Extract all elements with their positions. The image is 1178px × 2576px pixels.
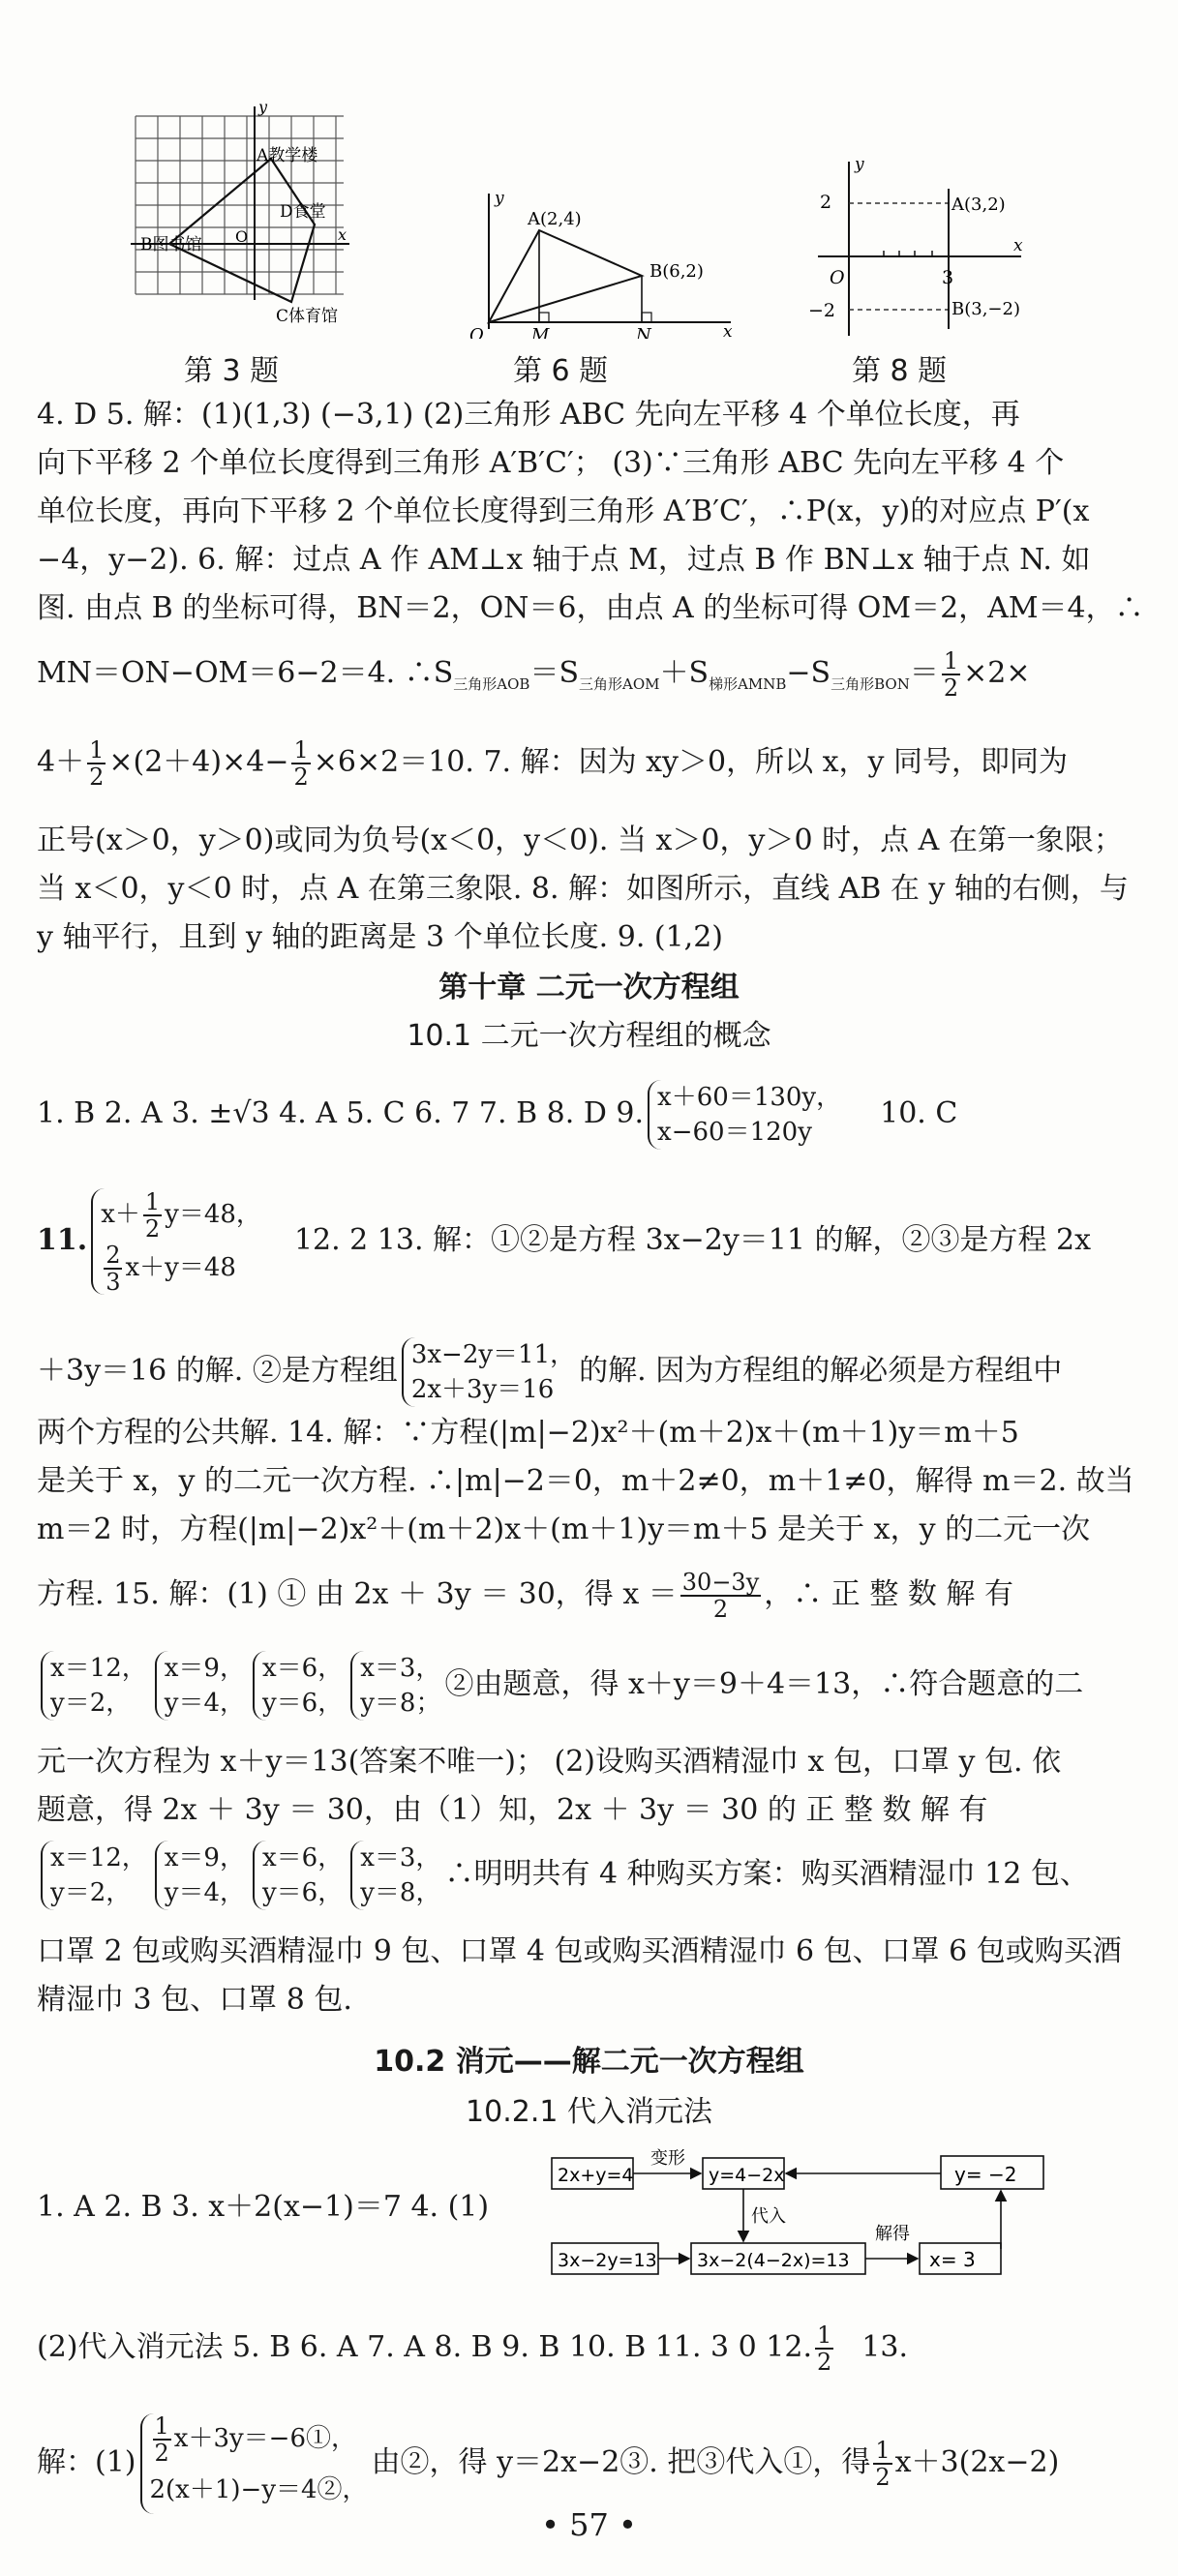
figure-8 [799, 150, 1031, 344]
subsection-title: 10.2.1 代入消元法 [466, 2095, 712, 2129]
equation: x＝9， [164, 1654, 245, 1683]
text-run: ＋S [659, 656, 710, 690]
text-run: ②由题意，得 x＋y＝9＋4＝13，∴符合题意的二 [444, 1667, 1084, 1701]
equation: y＝4， [164, 1689, 245, 1718]
text-run: −S [786, 656, 831, 690]
flow-box-label: 3x−2y=13 [558, 2250, 657, 2271]
svg-text:3: 3 [942, 267, 954, 288]
svg-text:M: M [531, 325, 550, 339]
solution-set [155, 1841, 245, 1910]
figure-3-caption: 第 3 题 [184, 354, 280, 388]
fraction [873, 2438, 891, 2490]
figure-8-caption: 第 8 题 [852, 354, 948, 388]
answer-line-eq-system [37, 1337, 1140, 1407]
solution-set [350, 1651, 440, 1721]
svg-text:D食堂: D食堂 [280, 202, 326, 222]
equation: y＝6， [261, 1878, 344, 1907]
denominator: 2 [293, 764, 309, 791]
flow-box-label: 2x+y=4 [558, 2165, 634, 2186]
answer-line-fraction [37, 1570, 1140, 1622]
figures-row [0, 97, 1178, 406]
area-formula-line-2 [37, 737, 1140, 790]
svg-text:y: y [855, 155, 864, 174]
fraction [153, 2413, 171, 2466]
subscript: 三角形AOB [453, 675, 530, 693]
svg-text:O: O [830, 267, 845, 288]
equation: y＝8， [360, 1878, 441, 1907]
numerator: 1 [875, 2437, 891, 2464]
flow-box-label: 3x−2(4−2x)=13 [697, 2250, 850, 2271]
svg-text:−2: −2 [808, 300, 836, 321]
equation: y＝8； [360, 1689, 441, 1718]
svg-text:y: y [495, 189, 504, 208]
text-run: MN＝ON−OM＝6−2＝4. ∴S [37, 656, 454, 690]
flow-label: 变形 [650, 2148, 685, 2169]
numerator: 1 [144, 1188, 161, 1215]
figure-6 [450, 184, 740, 339]
equation [150, 2413, 368, 2466]
answer-line: 精湿巾 3 包、口罩 8 包. [37, 1983, 352, 2017]
subscript: 三角形AOM [579, 675, 660, 693]
answer-line: 是关于 x，y 的二元一次方程. ∴|m|−2＝0，m＋2≠0，m＋1≠0，解得 m＝2. 故当 [37, 1464, 1134, 1498]
text-run: x＋3(2x−2) [894, 2445, 1060, 2479]
flow-box-label: y=4−2x [709, 2165, 785, 2186]
svg-text:2: 2 [820, 192, 832, 213]
answer-line-eq-system [37, 1188, 1140, 1295]
substitution-flow-diagram [542, 2142, 1065, 2288]
equation [101, 1242, 261, 1295]
equation: x＋60＝130y， [657, 1083, 842, 1112]
area-formula-line [37, 648, 1140, 704]
solution-set [41, 1841, 147, 1910]
equation: y＝6， [261, 1689, 344, 1718]
numerator: 2 [106, 1242, 121, 1269]
fraction [87, 737, 106, 790]
text-run: 12. 2 13. 解：①②是方程 3x−2y＝11 的解，②③是方程 2x [293, 1223, 1092, 1257]
text-run: 1. B 2. A 3. ±√3 4. A 5. C 6. 7 7. B 8. D 9. [37, 1096, 645, 1130]
equation-system [648, 1080, 841, 1150]
denominator: 2 [943, 674, 959, 702]
solution-set [41, 1651, 147, 1721]
text-run: 的解. 因为方程组的解必须是方程组中 [579, 1354, 1063, 1388]
solution-set [155, 1651, 245, 1721]
text-run: ，∴ 正 整 数 解 有 [764, 1577, 1013, 1611]
text-run: x＋ [101, 1200, 140, 1229]
text-run: x＋y＝48 [125, 1253, 236, 1282]
section-title: 10.1 二元一次方程组的概念 [407, 1019, 771, 1053]
equation: x−60＝120y [657, 1118, 812, 1147]
text-run: 由②，得 y＝2x−2③. 把③代入①，得 [371, 2445, 871, 2479]
equation: 3x−2y＝11， [410, 1340, 576, 1369]
answer-line: 1. A 2. B 3. x＋2(x−1)＝7 4. (1) [37, 2190, 490, 2224]
svg-text:B(3,−2): B(3,−2) [951, 299, 1020, 319]
answer-line: 两个方程的公共解. 14. 解：∵方程(|m|−2)x²＋(m＋2)x＋(m＋1)y＝m＋5 [37, 1416, 1019, 1450]
svg-text:A教学楼: A教学楼 [257, 146, 318, 165]
fraction [942, 648, 960, 701]
equation-system [402, 1337, 575, 1407]
svg-text:O: O [469, 325, 484, 339]
svg-text:B(6,2): B(6,2) [649, 261, 704, 282]
subscript: 梯形AMNB [709, 675, 787, 693]
answer-line: 4. D 5. 解：(1)(1,3) (−3,1) (2)三角形 ABC 先向左平移 4 个单位长度，再 [37, 398, 1020, 432]
equation: y＝2， [50, 1689, 132, 1718]
text-run: 13. [861, 2330, 909, 2364]
flow-label: 代入 [751, 2206, 786, 2227]
equation: x＝12， [50, 1654, 147, 1683]
equation: y＝4， [164, 1878, 245, 1907]
numerator: 1 [943, 647, 959, 674]
answer-line: 口罩 2 包或购买酒精湿巾 9 包、口罩 4 包或购买酒精湿巾 6 包、口罩 6 包或购买酒 [37, 1934, 1122, 1968]
figure-6-caption: 第 6 题 [513, 354, 609, 388]
text-run: ＋3y＝16 的解. ②是方程组 [37, 1354, 398, 1388]
text-run: (2)代入消元法 5. B 6. A 7. A 8. B 9. B 10. B 11. 3 0 12. [37, 2330, 813, 2364]
fraction [815, 2322, 833, 2375]
answer-line: m＝2 时，方程(|m|−2)x²＋(m＋2)x＋(m＋1)y＝m＋5 是关于 x，y 的二元一次 [37, 1513, 1091, 1546]
flow-box-label: x= 3 [929, 2248, 976, 2271]
solution-set [253, 1651, 343, 1721]
text-run: ×6×2＝10. 7. 解：因为 xy＞0，所以 x，y 同号，即同为 [313, 745, 1069, 779]
answer-line-eq-system [37, 1080, 1140, 1150]
numerator: 30−3y [681, 1569, 760, 1596]
answer-line: y 轴平行，且到 y 轴的距离是 3 个单位长度. 9. (1,2) [37, 920, 724, 954]
solution-sets-line [37, 1841, 1140, 1910]
figure-3-graph [131, 97, 353, 329]
chapter-title: 第十章 二元一次方程组 [438, 971, 740, 1004]
svg-text:y: y [258, 98, 268, 116]
denominator: 2 [144, 1215, 161, 1243]
equation: x＝3， [360, 1654, 441, 1683]
denominator: 2 [89, 764, 105, 791]
numerator: 1 [817, 2321, 832, 2349]
answer-line: 当 x＜0，y＜0 时，点 A 在第三象限. 8. 解：如图所示，直线 AB 在 y 轴的右侧，与 [37, 872, 1129, 906]
answer-line: −4，y−2). 6. 解：过点 A 作 AM⊥x 轴于点 M，过点 B 作 BN⊥x 轴于点 N. 如 [37, 543, 1091, 577]
page-number: • 57 • [541, 2506, 637, 2543]
denominator: 2 [875, 2464, 891, 2491]
figure-8-graph [799, 150, 1031, 344]
numerator: 1 [89, 736, 105, 764]
section-title: 10.2 消元——解二元一次方程组 [374, 2045, 804, 2079]
answer-line: 元一次方程为 x＋y＝13(答案不唯一)； (2)设购买酒精湿巾 x 包，口罩 y 包. 依 [37, 1745, 1062, 1779]
answer-line: 单位长度，再向下平移 2 个单位长度得到三角形 A′B′C′，∴P(x，y)的对应点 P′(x [37, 494, 1090, 528]
denominator: 2 [817, 2349, 832, 2376]
text-run: ＝ [909, 656, 939, 690]
text-run: 方程. 15. 解：(1) ① 由 2x ＋ 3y ＝ 30，得 x ＝ [37, 1577, 678, 1611]
solution-set [350, 1841, 440, 1910]
svg-text:O: O [235, 227, 249, 246]
equation: x＝12， [50, 1843, 147, 1872]
answer-line: 正号(x＞0，y＞0)或同为负号(x＜0，y＜0). 当 x＞0，y＞0 时，点 A 在第一象限； [37, 824, 1123, 857]
svg-text:x: x [1013, 236, 1023, 255]
svg-text:A(3,2): A(3,2) [951, 195, 1006, 215]
text-run: ＝S [529, 656, 580, 690]
numerator: 1 [154, 2412, 169, 2440]
svg-text:C体育馆: C体育馆 [276, 307, 339, 326]
text-run: 10. C [880, 1096, 958, 1130]
fraction [291, 737, 310, 790]
denominator: 2 [712, 1596, 729, 1623]
solution-sets-line [37, 1651, 1140, 1721]
fraction [143, 1189, 162, 1242]
flow-label: 解得 [875, 2224, 910, 2244]
equation: 2(x＋1)−y＝4②， [149, 2475, 368, 2504]
text-run: ∴明明共有 4 种购买方案：购买酒精湿巾 12 包、 [444, 1857, 1089, 1891]
answer-line-eq-system [37, 2413, 1140, 2514]
equation-system [91, 1188, 261, 1295]
equation: x＝6， [261, 1843, 344, 1872]
text-run: ×2× [963, 656, 1031, 690]
text-run: y＝48， [165, 1200, 261, 1229]
answer-line: 向下平移 2 个单位长度得到三角形 A′B′C′； (3)∵三角形 ABC 先向左平移 4 个 [37, 446, 1065, 480]
equation: x＝6， [261, 1654, 344, 1683]
answer-line: 图. 由点 B 的坐标可得，BN＝2，ON＝6，由点 A 的坐标可得 OM＝2，AM＝4，∴ [37, 591, 1144, 625]
denominator: 2 [154, 2440, 169, 2467]
equation: x＝3， [360, 1843, 441, 1872]
denominator: 3 [106, 1269, 121, 1296]
subscript: 三角形BON [831, 675, 910, 693]
numerator: 1 [293, 736, 309, 764]
fraction [680, 1570, 761, 1622]
answer-line: 题意，得 2x ＋ 3y ＝ 30，由（1）知，2x ＋ 3y ＝ 30 的 正 整 数 解 有 [37, 1793, 988, 1827]
fraction [104, 1243, 122, 1295]
equation-system [140, 2413, 368, 2514]
text-run: ×(2＋4)×4− [108, 745, 289, 779]
equation [101, 1188, 261, 1242]
text-run: 解：(1) [37, 2445, 136, 2479]
svg-text:B图书馆: B图书馆 [140, 235, 202, 255]
equation: 2x＋3y＝16 [410, 1375, 555, 1404]
equation: x＝9， [164, 1843, 245, 1872]
flow-diagram-svg [542, 2142, 1065, 2288]
figure-6-graph [450, 184, 740, 339]
svg-text:N: N [636, 325, 651, 339]
svg-text:x: x [338, 225, 347, 244]
question-number: 11. [37, 1223, 88, 1257]
text-run: x＋3y＝−6①， [173, 2424, 357, 2453]
text-run: 4＋ [37, 745, 85, 779]
solution-set [253, 1841, 343, 1910]
equation: y＝2， [50, 1878, 132, 1907]
flow-box-label: y= −2 [954, 2163, 1017, 2186]
svg-text:x: x [723, 322, 733, 339]
figure-3 [131, 97, 353, 329]
answer-line-fraction [37, 2322, 1140, 2375]
svg-text:A(2,4): A(2,4) [528, 209, 582, 229]
